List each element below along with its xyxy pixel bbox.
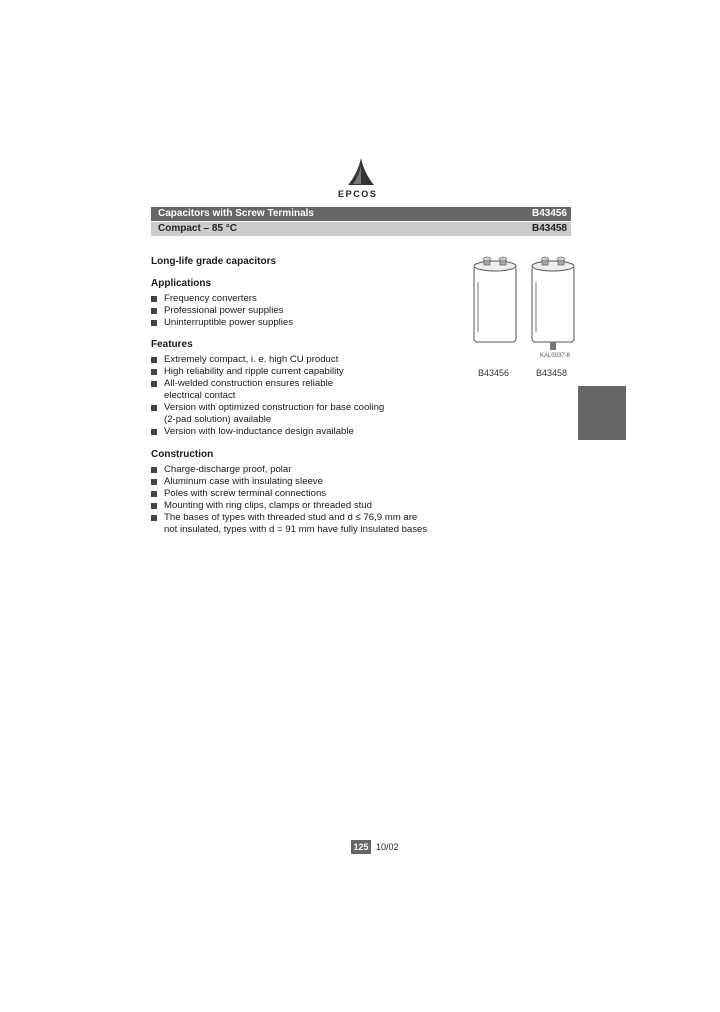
list-item: High reliability and ripple current capability <box>151 366 451 378</box>
features-section <box>151 339 451 438</box>
list-item: Frequency converters <box>151 293 451 305</box>
bullet-icon <box>151 296 157 302</box>
product-code: B43456 <box>531 208 567 219</box>
bullet-icon <box>151 503 157 509</box>
features-heading: Features <box>151 339 193 350</box>
capacitor-drawing <box>466 252 586 362</box>
bullet-icon <box>151 357 157 363</box>
list-item: Version with optimized construction for base cooling (2-pad solution) available <box>151 402 451 426</box>
bullet-icon <box>151 429 157 435</box>
list-item: Uninterruptible power supplies <box>151 317 451 329</box>
list-item: Charge-discharge proof, polar <box>151 464 461 476</box>
applications-heading: Applications <box>151 278 212 289</box>
capacitor-b43456-icon <box>474 257 516 342</box>
bullet-icon <box>151 320 157 326</box>
figure-id: KAL0037-8 <box>540 353 571 359</box>
bullet-icon <box>151 308 157 314</box>
list-item: Poles with screw terminal connections <box>151 488 461 500</box>
publication-date: 10/02 <box>376 842 399 852</box>
capacitor-figure <box>466 252 586 392</box>
construction-heading: Construction <box>151 449 214 460</box>
page-number: 125 <box>351 840 371 854</box>
intro-section <box>151 256 451 268</box>
list-item: Professional power supplies <box>151 305 451 317</box>
epcos-triangle-icon <box>348 158 374 186</box>
bullet-icon <box>151 405 157 411</box>
list-item: All-welded construction ensures reliable electrical contact <box>151 378 451 402</box>
bullet-icon <box>151 491 157 497</box>
bullet-icon <box>151 369 157 375</box>
capacitor-b43458-icon <box>532 257 574 350</box>
product-code-secondary: B43458 <box>531 223 567 234</box>
logo-text: EPCOS <box>338 189 378 199</box>
list-item: Mounting with ring clips, clamps or threaded stud <box>151 500 461 512</box>
header-bar <box>151 207 571 221</box>
list-item: Extremely compact, i. e. high CU product <box>151 354 451 366</box>
subheader-bar <box>151 222 571 236</box>
applications-section <box>151 278 451 329</box>
bullet-icon <box>151 381 157 387</box>
construction-section <box>151 449 461 536</box>
page-subtitle: Compact – 85 °C <box>158 223 238 234</box>
page-title: Capacitors with Screw Terminals <box>158 208 314 219</box>
bullet-icon <box>151 515 157 521</box>
bullet-icon <box>151 467 157 473</box>
section-tab-marker <box>578 386 626 440</box>
list-item: Version with low-inductance design available <box>151 426 451 438</box>
list-item: Aluminum case with insulating sleeve <box>151 476 461 488</box>
list-item: The bases of types with threaded stud and d ≤ 76,9 mm are not insulated, types with d = 91 mm have fully insulated bases <box>151 512 461 536</box>
epcos-logo <box>336 158 386 202</box>
intro-heading: Long-life grade capacitors <box>151 256 277 267</box>
bullet-icon <box>151 479 157 485</box>
figure-label-right: B43458 <box>536 368 568 378</box>
figure-label-left: B43456 <box>478 368 510 378</box>
